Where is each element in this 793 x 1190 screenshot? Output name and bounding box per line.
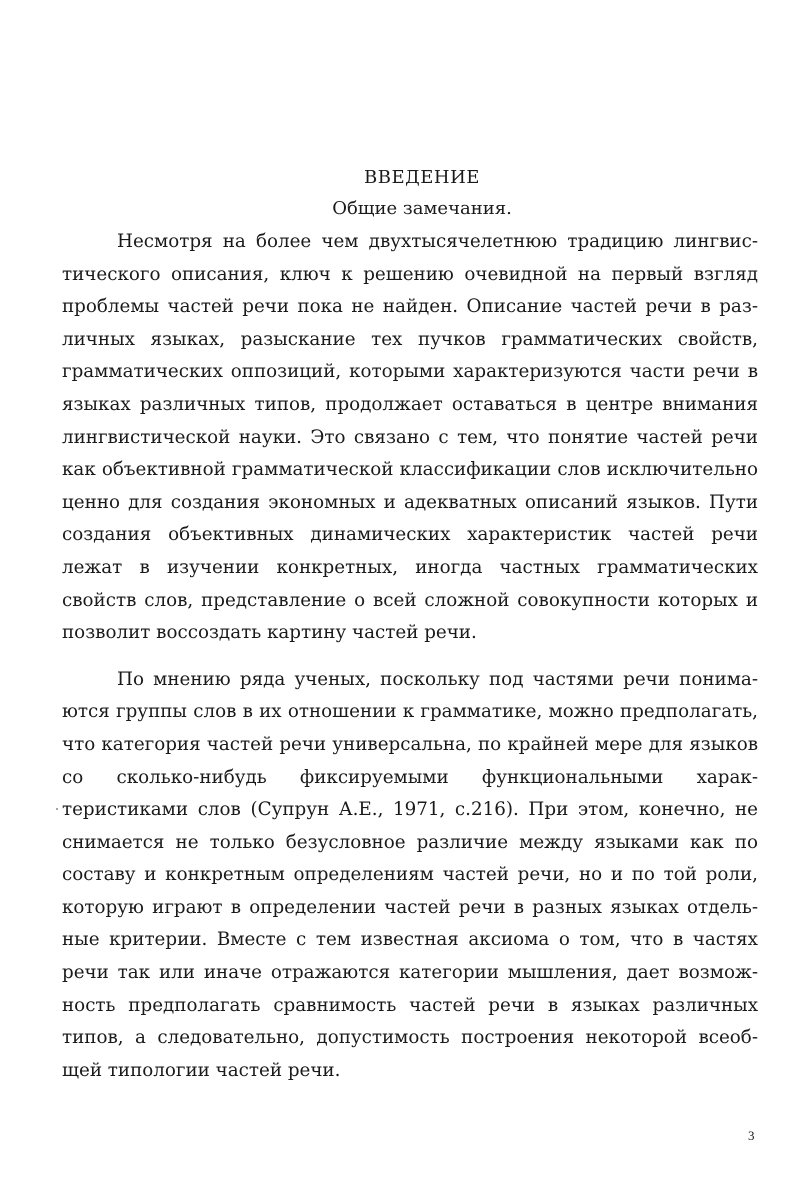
paragraph-1: Несмотря на более чем двухтысячелетнюю традицию лингвистического описания, ключ к решению очевидной на первый взгляд проблемы частей речи пока не найден. Описание частей речи в различных языках, разыскание тех пучков грамматических свойств, грамматических оппозиций, которыми характеризуются части речи в языках различных типов, продолжает оставаться в центре внимания лингвистической науки. Это связано с тем, что понятие частей речи как объективной грамматической классификации слов исключительно ценно для создания экономных и адекватных описаний языков. Пути создания объективных динамических характеристик частей речи лежат в изучении конкретных, иногда частных грамматических свойств слов, представление о всей сложной совокупности которых и позволит воссоздать картину частей речи. (62, 231, 758, 644)
page-body (62, 164, 758, 1087)
paragraph-2: По мнению ряда ученых, поскольку под частями речи понимаются группы слов в их отношении к грамматике, можно предполагать, что категория частей речи универсальна, по крайней мере для языков со сколько-нибудь фиксируемыми функциональными характеристиками слов (Супрун А.Е., 1971, с.216). При этом, конечно, не снимается не только безусловное различие между языками как по составу и конкретным определениям частей речи, но и по той роли, которую играют в определении частей речи в разных языках отдельные критерии. Вместе с тем известная аксиома о том, что в частях речи так или иначе отражаются категории мышления, дает возможность предполагать сравнимость частей речи в языках различных типов, а следовательно, допустимость построения некоторой всеобщей типологии частей речи. (62, 668, 758, 1081)
section-subtitle: Общие замечания. (332, 198, 512, 219)
chapter-title: ВВЕДЕНИЕ (364, 167, 480, 188)
scan-speck (56, 808, 58, 810)
page-number: 3 (748, 1128, 755, 1143)
